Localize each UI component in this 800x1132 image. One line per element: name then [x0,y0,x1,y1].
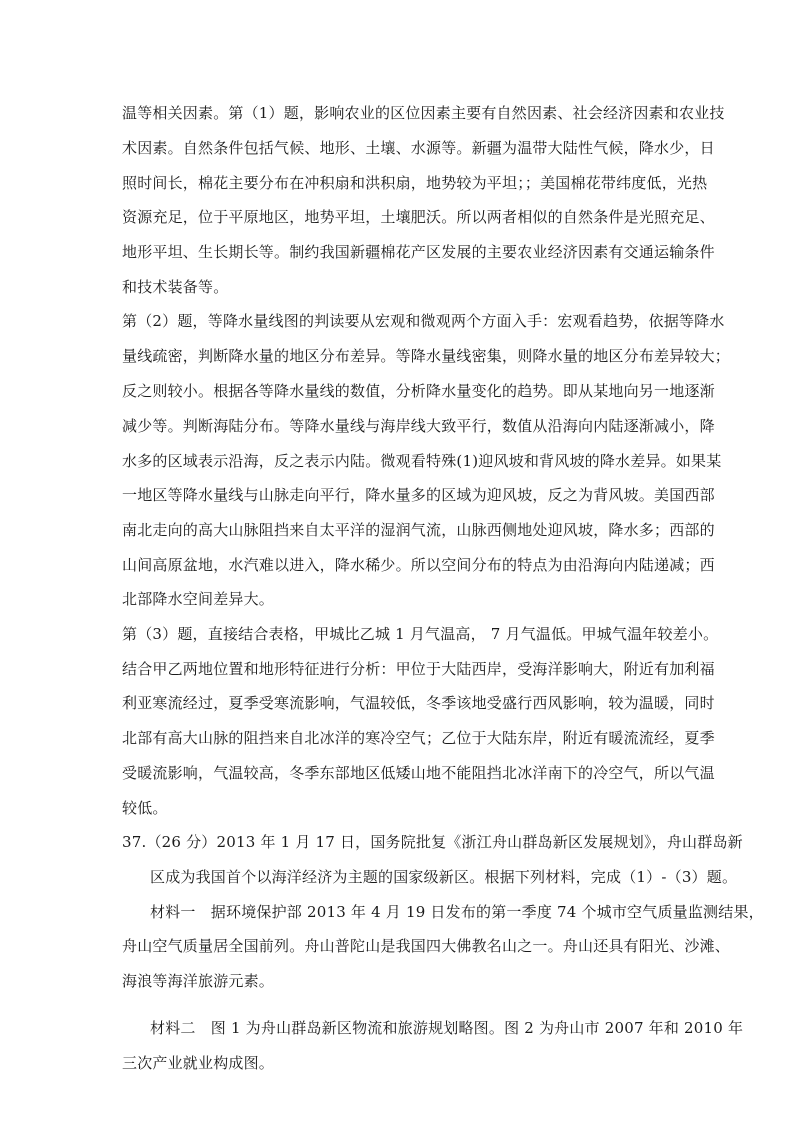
text-line: 资源充足，位于平原地区，地势平坦，土壤肥沃。所以两者相似的自然条件是光照充足、 [122,208,715,226]
text-line: 和技术装备等。 [122,278,229,296]
text-line: 舟山空气质量居全国前列。舟山普陀山是我国四大佛教名山之一。舟山还具有阳光、沙滩、 [122,937,731,955]
text-line: 三次产业就业构成图。 [122,1054,275,1072]
text-line: 减少等。判断海陆分布。等降水量线与海岸线大致平行，数值从沿海向内陆逐渐减小，降 [122,417,715,435]
text-line: 第（3）题，直接结合表格，甲城比乙城 1 月气温高， 7 月气温低。甲城气温年较差小。 [122,625,719,643]
text-line: 量线疏密，判断降水量的地区分布差异。等降水量线密集，则降水量的地区分布差异较大； [122,347,731,365]
text-line: 术因素。自然条件包括气候、地形、土壤、水源等。新疆为温带大陆性气候，降水少，日 [122,139,715,157]
text-line: 北部有高大山脉的阻挡来自北冰洋的寒冷空气；乙位于大陆东岸，附近有暖流流经，夏季 [122,729,715,747]
text-line: 海浪等海洋旅游元素。 [122,972,275,990]
text-line: 利亚寒流经过，夏季受寒流影响，气温较低，冬季该地受盛行西风影响，较为温暖，同时 [122,694,715,712]
text-line: 水多的区域表示沿海，反之表示内陆。微观看特殊(1)迎风坡和背风坡的降水差异。如果某 [122,452,722,470]
text-line: 南北走向的高大山脉阻挡来自太平洋的湿润气流，山脉西侧地处迎风坡，降水多；西部的 [122,521,715,539]
text-line: 受暖流影响，气温较高，冬季东部地区低矮山地不能阻挡北冰洋南下的冷空气，所以气温 [122,764,715,782]
material-one-text: 材料一 据环境保护部 2013 年 4 月 19 日发布的第一季度 74 个城市空气质量监测结果， [150,903,764,921]
text-line: 一地区等降水量线与山脉走向平行，降水量多的区域为迎风坡，反之为背风坡。美国西部 [122,486,715,504]
text-line: 第（2）题，等降水量线图的判读要从宏观和微观两个方面入手：宏观看趋势，依据等降水 [122,312,725,330]
question-header: 37.（26 分）2013 年 1 月 17 日，国务院批复《浙江舟山群岛新区发展规划》，舟山群岛新 [122,833,743,851]
text-line: 较低。 [122,799,168,817]
text-line: 结合甲乙两地位置和地形特征进行分析：甲位于大陆西岸，受海洋影响大，附近有加利福 [122,660,715,678]
text-line: 山间高原盆地，水汽难以进入，降水稀少。所以空间分布的特点为由沿海向内陆递减；西 [122,556,715,574]
text-line: 区成为我国首个以海洋经济为主题的国家级新区。根据下列材料，完成（1）-（3）题。 [150,868,738,886]
text-line: 反之则较小。根据各等降水量线的数值，分析降水量变化的趋势。即从某地向另一地逐渐 [122,382,715,400]
text-line: 北部降水空间差异大。 [122,590,275,608]
text-line: 温等相关因素。第（1）题，影响农业的区位因素主要有自然因素、社会经济因素和农业技 [122,104,725,122]
material-two-text: 材料二 图 1 为舟山群岛新区物流和旅游规划略图。图 2 为舟山市 2007 年和 2010 年 [150,1019,744,1037]
text-line: 地形平坦、生长期长等。制约我国新疆棉花产区发展的主要农业经济因素有交通运输条件 [122,243,715,261]
text-line: 照时间长，棉花主要分布在冲积扇和洪积扇，地势较为平坦；；美国棉花带纬度低，光热 [122,174,708,192]
